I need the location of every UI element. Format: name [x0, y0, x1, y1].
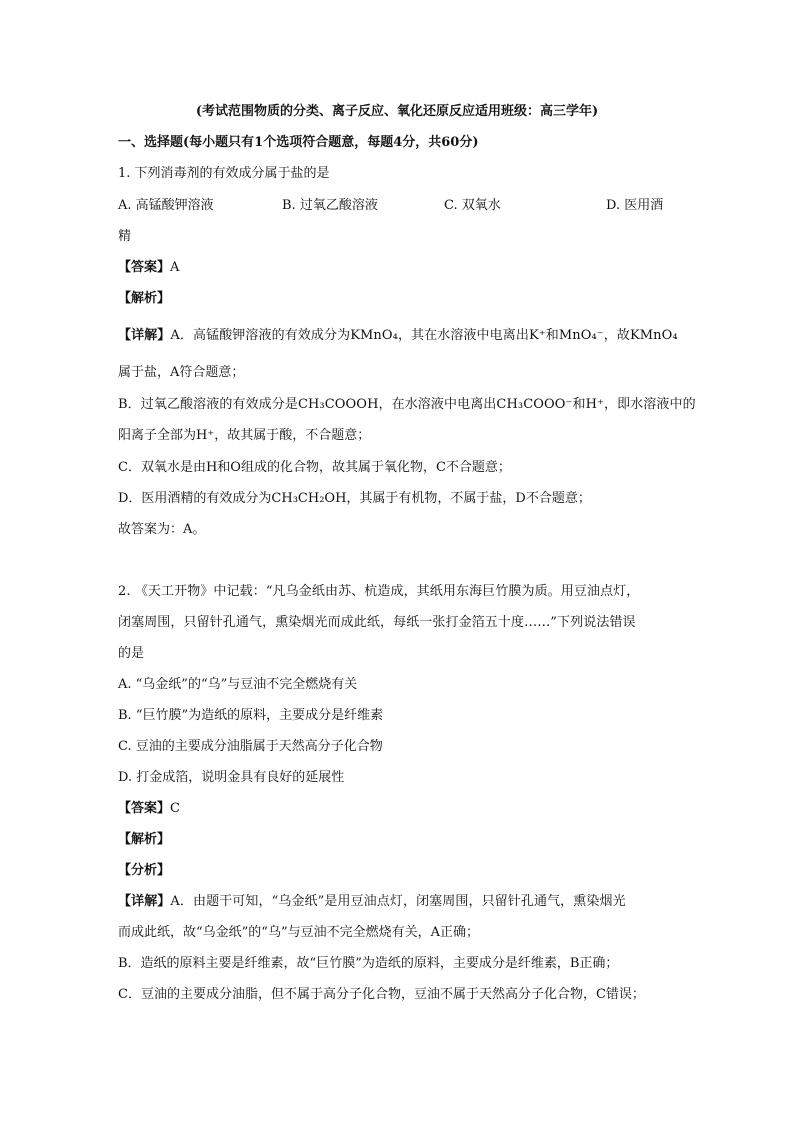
- question-2-stem-line2: 闭塞周围，只留针孔通气，熏染烟光而成此纸，每纸一张打金箔五十度……”下列说法错误: [118, 615, 636, 630]
- q1-answer: [118, 259, 678, 277]
- q2-detail-b: B．造纸的原料主要是纤维素，故“巨竹膜”为造纸的原料，主要成分是纤维素，B正确；: [118, 956, 619, 971]
- question-2-stem-line1: 2. 《天工开物》中记载：“凡乌金纸由苏、杭造成，其纸用东海巨竹膜为质。用豆油点灯，: [118, 584, 640, 599]
- q2-option-d: D. 打金成箔，说明金具有良好的延展性: [118, 770, 345, 785]
- answer-tag: 【答案】: [118, 801, 171, 816]
- exam-scope-header: (考试范围物质的分类、离子反应、氧化还原反应适用班级：高三学年): [195, 104, 599, 119]
- section-title: 一、选择题(每小题只有1个选项符合题意，每题4分，共60分): [118, 135, 479, 150]
- answer-value: A: [170, 260, 180, 275]
- detail-tag: 【详解】: [118, 328, 171, 343]
- q2-detail-c: C．豆油的主要成分油脂，但不属于高分子化合物，豆油不属于天然高分子化合物，C错误；: [118, 987, 645, 1002]
- question-2-stem-line3: 的是: [118, 646, 145, 661]
- q1-detail-b-line2: 阳离子全部为H⁺，故其属于酸，不合题意；: [118, 428, 371, 443]
- q1-option-a: A. 高锰酸钾溶液: [118, 198, 214, 213]
- q1-option-d: D. 医用酒: [606, 198, 664, 213]
- answer-value: C: [170, 801, 180, 816]
- q1-detail-c: C．双氧水是由H和O组成的化合物，故其属于氧化物，C不合题意；: [118, 460, 511, 475]
- q2-answer: [118, 800, 678, 818]
- q2-analysis-tag: 【解析】: [118, 832, 171, 847]
- q1-detail-d: D．医用酒精的有效成分为CH₃CH₂OH，其属于有机物，不属于盐，D不合题意；: [118, 491, 591, 506]
- q1-detail-a-line2: 属于盐，A符合题意；: [118, 365, 245, 380]
- q2-option-a: A. “乌金纸”的“乌”与豆油不完全燃烧有关: [118, 677, 358, 692]
- q1-conclusion: 故答案为：A。: [118, 522, 206, 537]
- q2-option-c: C. 豆油的主要成分油脂属于天然高分子化合物: [118, 739, 383, 754]
- q1-detail-b-line1: B．过氧乙酸溶液的有效成分是CH₃COOOH，在水溶液中电离出CH₃COOO⁻和H⁺，即水溶液中的: [118, 397, 696, 412]
- q2-detail-a-line2: 而成此纸，故“乌金纸”的“乌”与豆油不完全燃烧有关，A正确；: [118, 925, 479, 940]
- q1-option-c: C. 双氧水: [444, 198, 501, 213]
- question-1-stem: 1. 下列消毒剂的有效成分属于盐的是: [118, 166, 330, 181]
- q2-detail-a-line1: [118, 893, 678, 911]
- q2-option-b: B. “巨竹膜”为造纸的原料，主要成分是纤维素: [118, 708, 384, 723]
- detail-text: A．高锰酸钾溶液的有效成分为KMnO₄，其在水溶液中电离出K⁺和MnO₄⁻，故KMnO₄: [170, 328, 678, 343]
- q2-fenxi-tag: 【分析】: [118, 863, 171, 878]
- q1-analysis-tag: 【解析】: [118, 291, 171, 306]
- q1-detail-a-line1: [118, 327, 678, 345]
- q1-option-d-continued: 精: [118, 229, 132, 244]
- q1-option-b: B. 过氧乙酸溶液: [282, 198, 378, 213]
- detail-text: A．由题干可知，“乌金纸”是用豆油点灯，闭塞周围，只留针孔通气，熏染烟光: [170, 894, 626, 909]
- answer-tag: 【答案】: [118, 260, 171, 275]
- detail-tag: 【详解】: [118, 894, 171, 909]
